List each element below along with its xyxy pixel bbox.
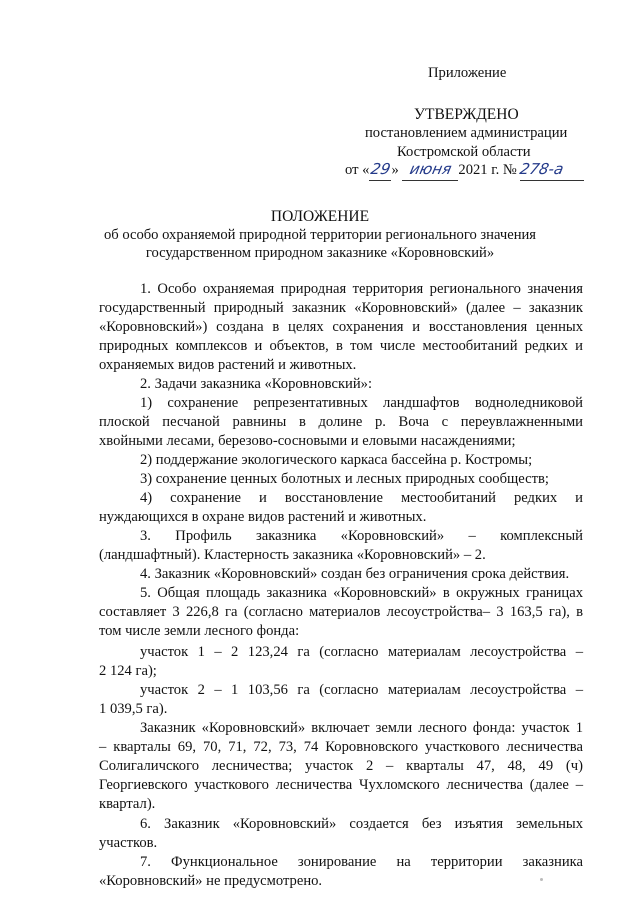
- body-line: государственный природный заказник «Коровновский» (далее – заказник: [99, 300, 583, 316]
- body-line: 1) сохранение репрезентативных ландшафтов водноледниковой: [140, 395, 583, 411]
- date-day-handwritten: 29: [369, 160, 391, 181]
- approved-stamp: УТВЕРЖДЕНО: [414, 106, 519, 123]
- scan-speck: [540, 878, 543, 881]
- body-line: «Коровновский») создана в целях сохранения и восстановления ценных: [99, 319, 583, 335]
- body-line: плоской песчаной равнины в долине р. Воча с переувлажненными: [99, 414, 583, 430]
- document-title: ПОЛОЖЕНИЕ: [270, 208, 370, 225]
- body-line: 1. Особо охраняемая природная территория регионального значения: [140, 281, 583, 297]
- body-line: 2 124 га);: [99, 663, 157, 679]
- body-line: Заказник «Коровновский» включает земли лесного фонда: участок 1: [140, 720, 583, 736]
- body-line: 4) сохранение и восстановление местообитаний редких и: [140, 490, 583, 506]
- body-line: составляет 3 226,8 га (согласно материалов лесоустройства– 3 163,5 га), в: [99, 604, 583, 620]
- body-line: 3. Профиль заказника «Коровновский» – комплексный: [140, 528, 583, 544]
- body-line: участок 2 – 1 103,56 га (согласно материалам лесоустройства –: [140, 682, 583, 698]
- body-line: хвойными лесами, березово-сосновыми и еловыми насаждениями;: [99, 433, 516, 449]
- appendix-label: Приложение: [428, 65, 507, 81]
- body-line: 2. Задачи заказника «Коровновский»:: [140, 376, 373, 392]
- decree-line-1: постановлением администрации: [365, 125, 568, 141]
- body-line: 5. Общая площадь заказника «Коровновский» в окружных границах: [140, 585, 583, 601]
- body-line: «Коровновский» не предусмотрено.: [99, 873, 323, 889]
- date-month-handwritten: июня: [402, 160, 458, 181]
- decree-number-handwritten: 278-а: [520, 160, 584, 181]
- body-line: 4. Заказник «Коровновский» создан без ограничения срока действия.: [140, 566, 570, 582]
- decree-date-line: [345, 160, 584, 181]
- body-line: (ландшафтный). Кластерность заказника «Коровновский» – 2.: [99, 547, 486, 563]
- date-year-number: 2021 г. №: [458, 162, 517, 178]
- body-line: 6. Заказник «Коровновский» создается без изъятия земельных: [140, 816, 583, 832]
- body-line: 7. Функциональное зонирование на территории заказника: [140, 854, 583, 870]
- decree-line-2: Костромской области: [397, 144, 531, 160]
- body-line: нуждающихся в охране видов растений и животных.: [99, 509, 427, 525]
- body-line: квартал).: [99, 796, 156, 812]
- body-line: Георгиевского участкового лесничества Чухломского лесничества (далее –: [99, 777, 583, 793]
- body-line: Солигаличского лесничества; участок 2 – кварталы 47, 48, 49 (ч): [99, 758, 583, 774]
- body-line: 2) поддержание экологического каркаса бассейна р. Костромы;: [140, 452, 533, 468]
- body-line: участков.: [99, 835, 158, 851]
- body-line: том числе земли лесного фонда:: [99, 623, 300, 639]
- body-line: 1 039,5 га).: [99, 701, 168, 717]
- date-prefix: от «: [345, 162, 370, 178]
- document-subtitle-1: об особо охраняемой природной территории регионального значения: [103, 227, 537, 243]
- body-line: охраняемых видов растений и животных.: [99, 357, 357, 373]
- body-line: – кварталы 69, 70, 71, 72, 73, 74 Коровновского участкового лесничества: [99, 739, 583, 755]
- body-line: участок 1 – 2 123,24 га (согласно материалам лесоустройства –: [140, 644, 583, 660]
- document-subtitle-2: государственном природном заказнике «Коровновский»: [145, 245, 495, 261]
- date-mid: »: [391, 162, 399, 178]
- body-line: 3) сохранение ценных болотных и лесных природных сообществ;: [140, 471, 549, 487]
- body-line: природных комплексов и объектов, в том числе местообитаний редких и: [99, 338, 583, 354]
